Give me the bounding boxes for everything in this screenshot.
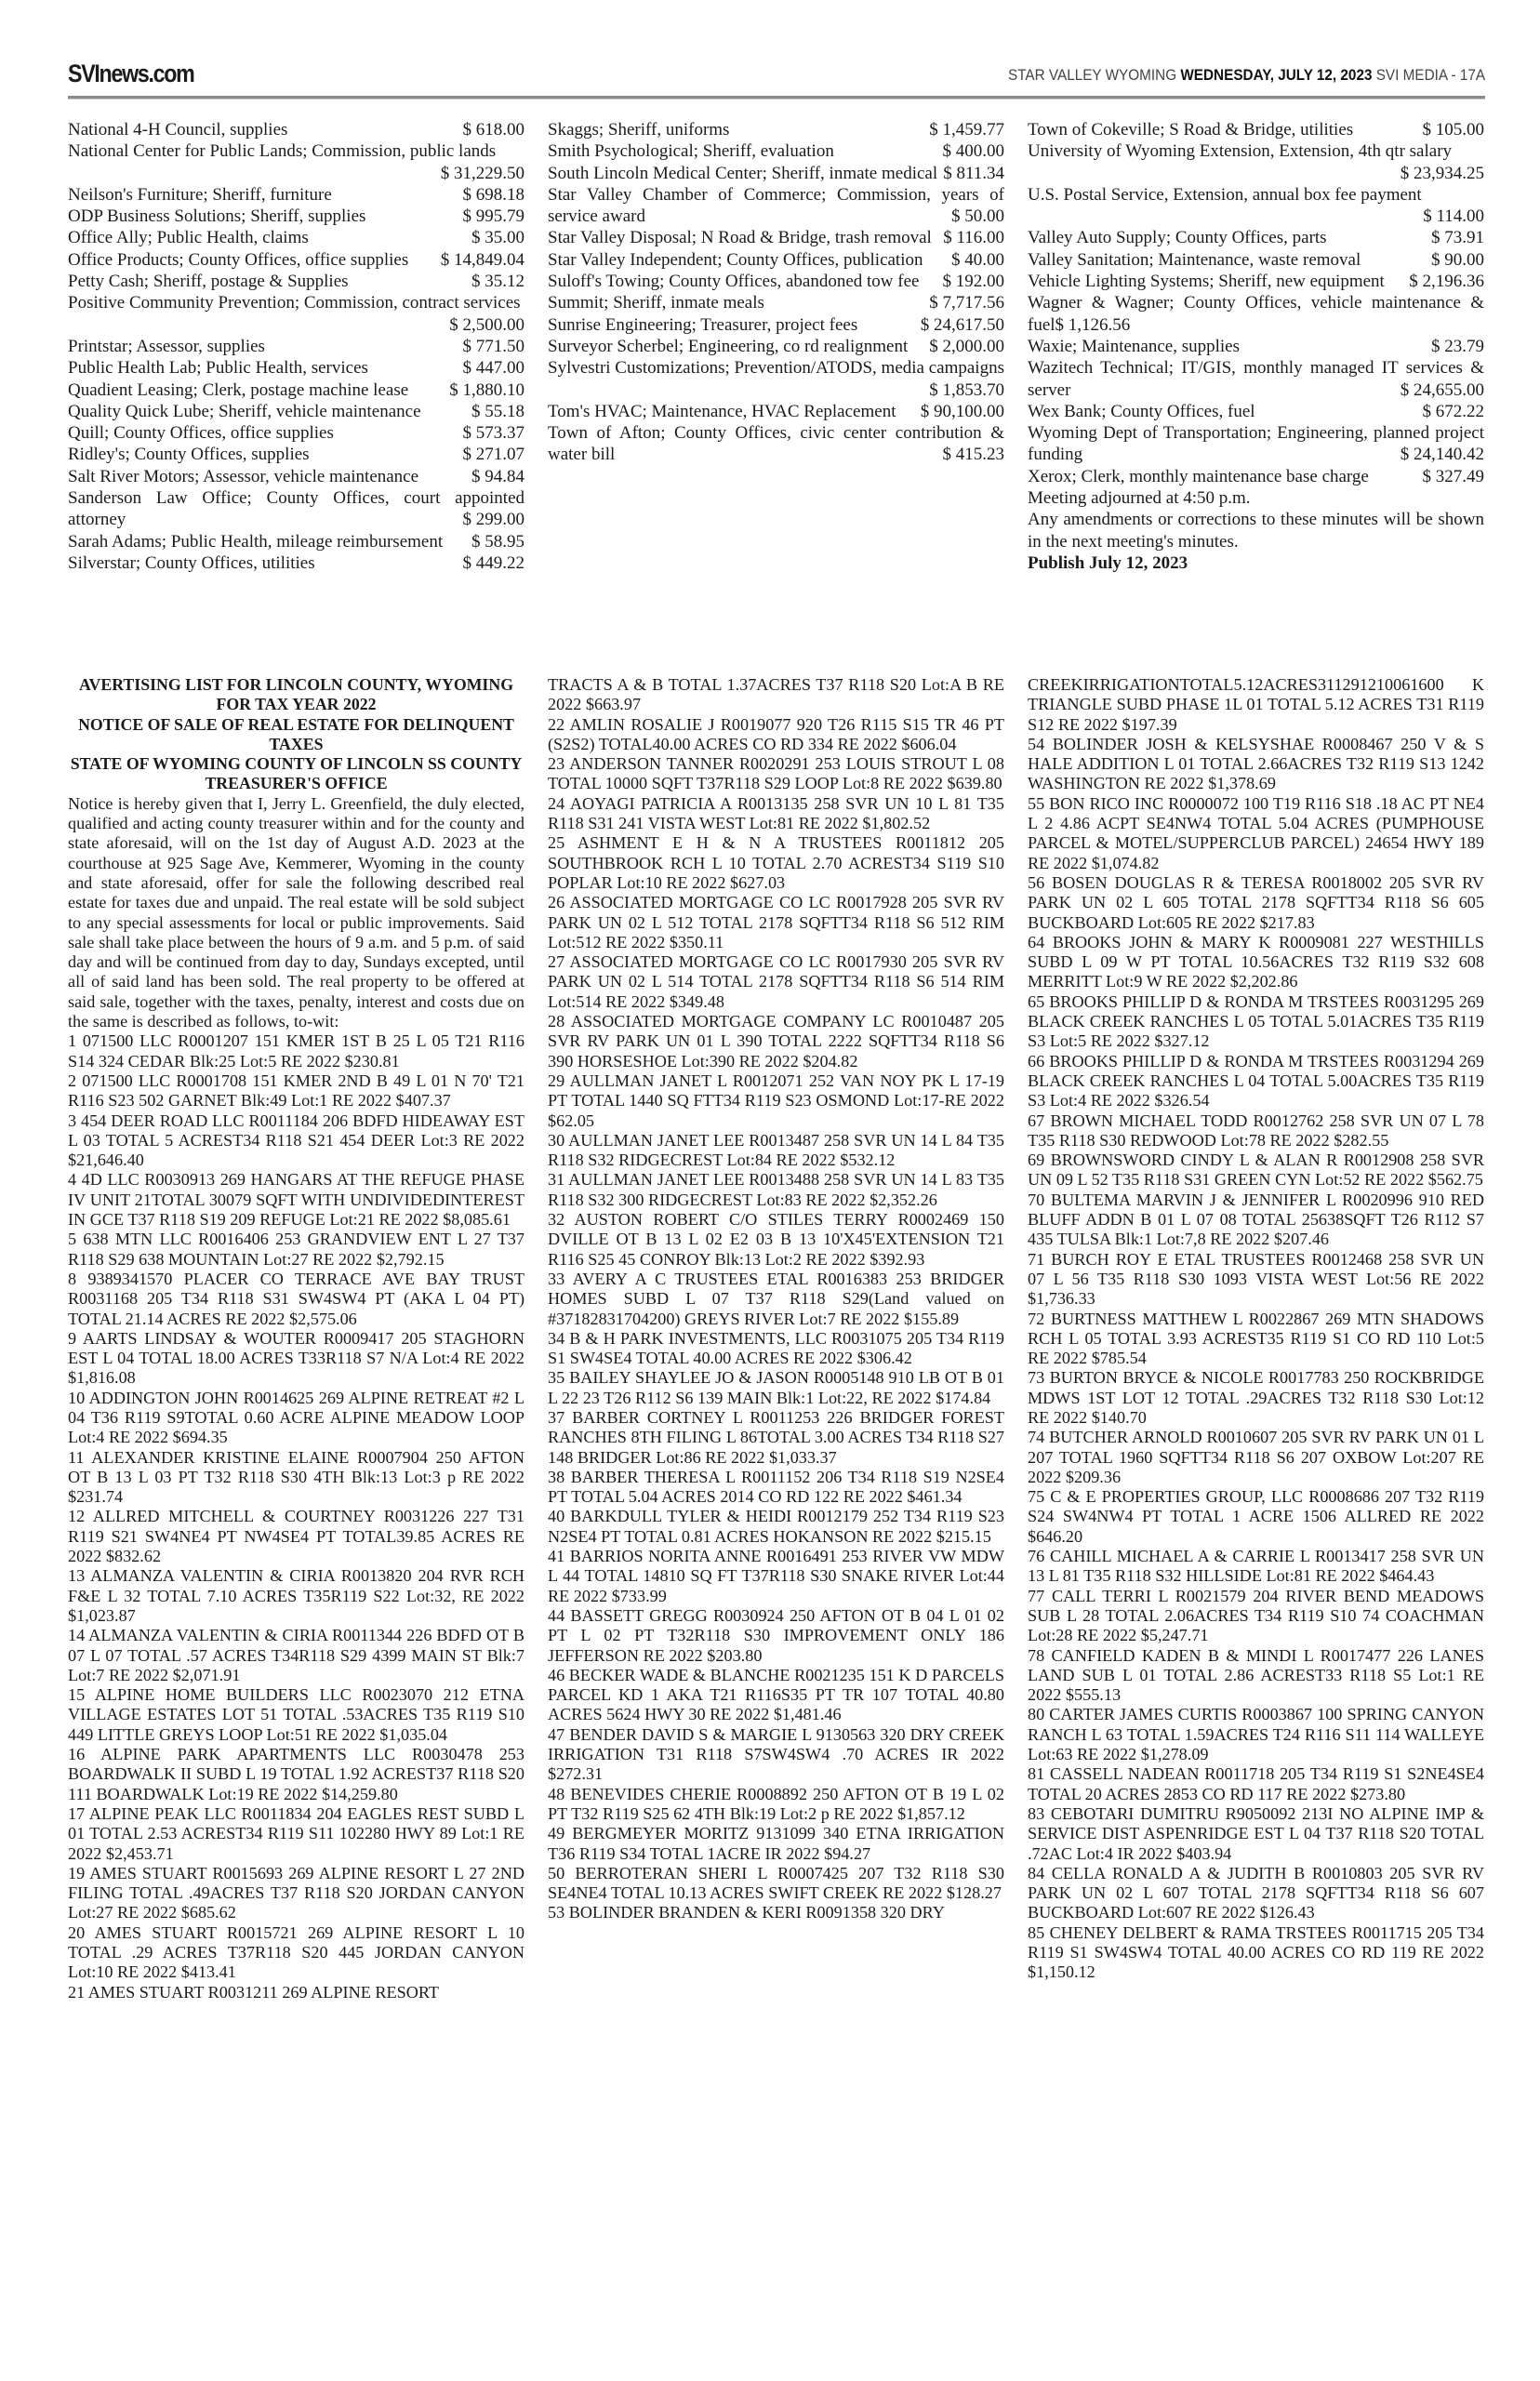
claim-description: Quality Quick Lube; Sheriff, vehicle maintenance: [68, 401, 421, 421]
claim-amount: $ 2,500.00: [449, 314, 524, 335]
claim-description: Ridley's; County Offices, supplies: [68, 445, 310, 465]
claim-amount: $ 90.00: [1431, 249, 1484, 270]
minutes-column: [1028, 119, 1484, 574]
notice-heading: NOTICE OF SALE OF REAL ESTATE FOR DELINQUENT TAXES: [78, 714, 514, 753]
claim-description: Tom's HVAC; Maintenance, HVAC Replacement: [548, 401, 896, 421]
parcel-listing: 11 ALEXANDER KRISTINE ELAINE R0007904 250 AFTON OT B 13 L 03 PT T32 R118 S30 4TH Blk:13 Lot:3 p RE 2022 $231.74: [68, 1447, 524, 1507]
parcel-listing: 5 638 MTN LLC R0016406 253 GRANDVIEW ENT L 27 T37 R118 S29 638 MOUNTAIN Lot:27 RE 2022 $2,792.15: [68, 1230, 524, 1269]
claim-description: Valley Auto Supply; County Offices, parts: [1028, 228, 1327, 248]
claim-entry: [1028, 184, 1484, 228]
claim-entry: [548, 314, 1004, 336]
claim-description: Sylvestri Customizations; Prevention/ATODS, media campaigns: [548, 358, 1004, 379]
claim-description: Neilson's Furniture; Sheriff, furniture: [68, 184, 332, 205]
claim-amount: $ 698.18: [462, 184, 524, 205]
parcel-listing: 72 BURTNESS MATTHEW L R0022867 269 MTN SHADOWS RCH L 05 TOTAL 3.93 ACREST35 R119 S1 CO RD 110 Lot:5 RE 2022 $785.54: [1028, 1309, 1484, 1368]
claim-entry: [68, 249, 524, 271]
claim-amount: $ 1,459.77: [929, 120, 1004, 140]
claim-amount: $ 23.79: [1431, 336, 1484, 356]
parcel-listing: 44 BASSETT GREGG R0030924 250 AFTON OT B 04 L 01 02 PT L 02 PT T32R118 S30 IMPROVEMENT ONLY 186 JEFFERSON RE 2022 $203.80: [548, 1605, 1004, 1665]
parcel-listing: 80 CARTER JAMES CURTIS R0003867 100 SPRING CANYON RANCH L 63 TOTAL 1.59ACRES T24 R116 S11 114 WALLEYE Lot:63 RE 2022 $1,278.09: [1028, 1705, 1484, 1764]
claim-entry: [548, 271, 1004, 292]
claim-amount: $ 35.12: [471, 272, 524, 292]
claim-amount: $ 271.07: [462, 445, 524, 465]
parcel-listing: 85 CHENEY DELBERT & RAMA TRSTEES R0011715 205 T34 R119 S1 SW4SW4 TOTAL 40.00 ACRES CO RD 119 RE 2022 $1,150.12: [1028, 1922, 1484, 1982]
parcel-listing: 81 CASSELL NADEAN R0011718 205 T34 R119 S1 S2NE4SE4 TOTAL 20 ACRES 2853 CO RD 117 RE 2022 $273.80: [1028, 1764, 1484, 1803]
claim-amount: $ 73.91: [1431, 228, 1484, 248]
parcel-listing: 67 BROWN MICHAEL TODD R0012762 258 SVR UN 07 L 78 T35 R118 S30 REDWOOD Lot:78 RE 2022 $282.55: [1028, 1111, 1484, 1150]
claim-amount: $ 14,849.04: [440, 249, 524, 270]
claim-entry: [68, 292, 524, 336]
claim-entry: [1028, 357, 1484, 401]
parcel-listing: 27 ASSOCIATED MORTGAGE CO LC R0017930 205 SVR RV PARK UN 02 L 514 TOTAL 2178 SQFTT34 R118 S6 514 RIM Lot:514 RE 2022 $349.48: [548, 952, 1004, 1011]
claim-description: Star Valley Independent; County Offices, publication: [548, 249, 923, 270]
claim-entry: [548, 249, 1004, 271]
claim-description: Quill; County Offices, office supplies: [68, 423, 334, 444]
claim-entry: [1028, 336, 1484, 357]
parcel-listing: 35 BAILEY SHAYLEE JO & JASON R0005148 910 LB OT B 01 L 22 23 T26 R112 S6 139 MAIN Blk:1 Lot:22, RE 2022 $174.84: [548, 1368, 1004, 1407]
claim-description: ODP Business Solutions; Sheriff, supplies: [68, 206, 366, 227]
claim-entry: [1028, 271, 1484, 292]
claim-description: Wex Bank; County Offices, fuel: [1028, 401, 1255, 421]
minutes-column: [548, 119, 1004, 574]
site-logo[interactable]: SVInews.com: [68, 60, 194, 87]
claim-amount: $ 23,934.25: [1400, 163, 1484, 183]
parcel-listing: 83 CEBOTARI DUMITRU R9050092 213I NO ALPINE IMP & SERVICE DIST ASPENRIDGE EST L 04 T37 R118 S20 TOTAL .72AC Lot:4 IR 2022 $403.94: [1028, 1803, 1484, 1863]
minutes-column: [68, 119, 524, 574]
parcel-listing: 9 AARTS LINDSAY & WOUTER R0009417 205 STAGHORN EST L 04 TOTAL 18.00 ACRES T33R118 S7 N/A Lot:4 RE 2022 $1,816.08: [68, 1328, 524, 1388]
claim-entry: [1028, 119, 1484, 140]
claim-amount: $ 573.37: [462, 423, 524, 444]
claim-description: Waxie; Maintenance, supplies: [1028, 336, 1240, 356]
parcel-listing: 16 ALPINE PARK APARTMENTS LLC R0030478 253 BOARDWALK II SUBD L 19 TOTAL 1.92 ACREST37 R118 S20 111 BOARDWALK Lot:19 RE 2022 $14,259.80: [68, 1745, 524, 1803]
claim-description: Star Valley Chamber of Commerce; Commission, years of service award: [548, 184, 1004, 227]
claim-entry: [68, 487, 524, 531]
claim-amount: $ 50.00: [951, 206, 1004, 227]
parcel-listing: 23 ANDERSON TANNER R0020291 253 LOUIS STROUT L 08 TOTAL 10000 SQFT T37R118 S29 LOOP Lot:8 RE 2022 $639.80: [548, 754, 1004, 793]
parcel-listing: 78 CANFIELD KADEN B & MINDI L R0017477 226 LANES LAND SUB L 01 TOTAL 2.86 ACREST33 R118 S5 Lot:1 RE 2022 $555.13: [1028, 1645, 1484, 1705]
claim-entry: [68, 140, 524, 184]
claim-description: Surveyor Scherbel; Engineering, co rd realignment: [548, 336, 909, 356]
claim-amount: $ 400.00: [942, 141, 1004, 162]
claim-description: South Lincoln Medical Center; Sheriff, inmate medical: [548, 163, 938, 183]
parcel-listing: CREEKIRRIGATIONTOTAL5.12ACRES311291210061600 K TRIANGLE SUBD PHASE 1L 01 TOTAL 5.12 ACRES T31 R119 S12 RE 2022 $197.39: [1028, 675, 1484, 734]
claim-description: Public Health Lab; Public Health, services: [68, 358, 368, 379]
parcel-listing: 48 BENEVIDES CHERIE R0008892 250 AFTON OT B 19 L 02 PT T32 R119 S25 62 4TH Blk:19 Lot:2 p RE 2022 $1,857.12: [548, 1784, 1004, 1823]
parcel-listing: 55 BON RICO INC R0000072 100 T19 R116 S18 .18 AC PT NE4 L 2 4.86 ACPT SE4NW4 TOTAL 5.04 ACRES (PUMPHOUSE PARCEL & MOTEL/SUPPERCLUB PARCEL) 24654 HWY 189 RE 2022 $1,074.82: [1028, 793, 1484, 872]
commission-minutes-claims: [68, 119, 1485, 574]
parcel-listing: 1 071500 LLC R0001207 151 KMER 1ST B 25 L 05 T21 R116 S14 324 CEDAR Blk:25 Lot:5 RE 2022 $230.81: [68, 1031, 524, 1071]
adjourned-note: Meeting adjourned at 4:50 p.m.: [1028, 488, 1251, 509]
claim-amount: $ 105.00: [1422, 120, 1484, 140]
parcel-listing: 71 BURCH ROY E ETAL TRUSTEES R0012468 258 SVR UN 07 L 56 T35 R118 S30 1093 VISTA WEST Lot:56 RE 2022 $1,736.33: [1028, 1249, 1484, 1309]
claim-amount: $ 24,617.50: [920, 314, 1004, 335]
parcel-listing: 40 BARKDULL TYLER & HEIDI R0012179 252 T34 R119 S23 N2SE4 PT TOTAL 0.81 ACRES HOKANSON RE 2022 $215.15: [548, 1507, 1004, 1546]
parcel-listing: 14 ALMANZA VALENTIN & CIRIA R0011344 226 BDFD OT B 07 L 07 TOTAL .57 ACRES T34R118 S29 4399 MAIN ST Blk:7 Lot:7 RE 2022 $2,071.91: [68, 1626, 524, 1684]
claim-entry: [548, 401, 1004, 422]
notice-heading: STATE OF WYOMING COUNTY OF LINCOLN SS COUNTY TREASURER'S OFFICE: [70, 754, 523, 793]
parcel-listing: 65 BROOKS PHILLIP D & RONDA M TRSTEES R0031295 269 BLACK CREEK RANCHES L 05 TOTAL 5.01ACRES T35 R119 S3 Lot:5 RE 2022 $327.12: [1028, 991, 1484, 1051]
claim-entry: [68, 379, 524, 401]
claim-description: Xerox; Clerk, monthly maintenance base charge: [1028, 466, 1369, 486]
claim-description: Printstar; Assessor, supplies: [68, 336, 265, 356]
claim-amount: $ 114.00: [1423, 206, 1484, 227]
claim-description: Petty Cash; Sheriff, postage & Supplies: [68, 272, 349, 292]
claim-amount: $ 449.22: [462, 552, 524, 573]
publish-date: Publish July 12, 2023: [1028, 552, 1188, 573]
claim-description: Star Valley Disposal; N Road & Bridge, trash removal: [548, 228, 932, 248]
claim-entry: [1028, 227, 1484, 248]
claim-entry: [68, 401, 524, 422]
parcel-listing: 70 BULTEMA MARVIN J & JENNIFER L R0020996 910 RED BLUFF ADDN B 01 L 07 08 TOTAL 25638SQFT T26 R112 S7 435 TULSA Blk:1 Lot:7,8 RE 2022 $207.46: [1028, 1190, 1484, 1249]
parcel-listing: 32 AUSTON ROBERT C/O STILES TERRY R0002469 150 DVILLE OT B 13 L 02 E2 03 B 13 10'X45'EXTENSION T21 R116 S25 45 CONROY Blk:13 Lot:2 RE 2022 $392.93: [548, 1210, 1004, 1269]
parcel-listing: 26 ASSOCIATED MORTGAGE CO LC R0017928 205 SVR RV PARK UN 02 L 512 TOTAL 2178 SQFTT34 R118 S6 512 RIM Lot:512 RE 2022 $350.11: [548, 893, 1004, 951]
claim-amount: $ 1,853.70: [929, 379, 1004, 400]
claim-description: Sunrise Engineering; Treasurer, project fees: [548, 314, 858, 335]
parcel-listing: 69 BROWNSWORD CINDY L & ALAN R R0012908 258 SVR UN 09 L 52 T35 R118 S31 GREEN CYN Lot:52 RE 2022 $562.75: [1028, 1151, 1484, 1190]
claim-amount: $ 7,717.56: [929, 293, 1004, 313]
claim-entry: [1028, 292, 1484, 336]
tax-column: [1028, 675, 1484, 2002]
claim-description: Town of Afton; County Offices, civic center contribution & water bill: [548, 423, 1004, 465]
parcel-listing: 20 AMES STUART R0015721 269 ALPINE RESORT L 10 TOTAL .29 ACRES T37R118 S20 445 JORDAN CANYON Lot:10 RE 2022 $413.41: [68, 1922, 524, 1982]
parcel-listing: 53 BOLINDER BRANDEN & KERI R0091358 320 DRY: [548, 1903, 945, 1922]
parcel-listing: 84 CELLA RONALD A & JUDITH B R0010803 205 SVR RV PARK UN 02 L 607 TOTAL 2178 SQFTT34 R118 S6 607 BUCKBOARD Lot:607 RE 2022 $126.43: [1028, 1863, 1484, 1922]
claim-amount: $ 771.50: [462, 336, 524, 356]
claim-entry: [548, 422, 1004, 466]
claim-description: Salt River Motors; Assessor, vehicle maintenance: [68, 466, 419, 486]
parcel-listing: 25 ASHMENT E H & N A TRUSTEES R0011812 205 SOUTHBROOK RCH L 10 TOTAL 2.70 ACREST34 S119 S10 POPLAR Lot:10 RE 2022 $627.03: [548, 833, 1004, 892]
claim-entry: [1028, 422, 1484, 466]
claim-amount: $ 58.95: [471, 531, 524, 552]
parcel-listing: 4 4D LLC R0030913 269 HANGARS AT THE REFUGE PHASE IV UNIT 21TOTAL 30079 SQFT WITH UNDIVIDEDINTEREST IN GCE T37 R118 S19 209 REFUGE Lot:21 RE 2022 $8,085.61: [68, 1170, 524, 1230]
page-section: SVI MEDIA - 17A: [1375, 66, 1485, 84]
parcel-listing: 30 AULLMAN JANET LEE R0013487 258 SVR UN 14 L 84 T35 R118 S32 RIDGECREST Lot:84 RE 2022 $532.12: [548, 1130, 1004, 1170]
parcel-listing: TRACTS A & B TOTAL 1.37ACRES T37 R118 S20 Lot:A B RE 2022 $663.97: [548, 675, 1004, 714]
claim-entry: [68, 444, 524, 465]
parcel-listing: 74 BUTCHER ARNOLD R0010607 205 SVR RV PARK UN 01 L 207 TOTAL 1960 SQFTT34 R118 S6 207 OXBOW Lot:207 RE 2022 $209.36: [1028, 1428, 1484, 1486]
claim-description: Office Products; County Offices, office supplies: [68, 249, 409, 270]
parcel-listing: 13 ALMANZA VALENTIN & CIRIA R0013820 204 RVR RCH F&E L 32 TOTAL 7.10 ACRES T35R119 S22 Lot:32, RE 2022 $1,023.87: [68, 1566, 524, 1625]
claim-description: Summit; Sheriff, inmate meals: [548, 293, 764, 313]
parcel-listing: 37 BARBER CORTNEY L R0011253 226 BRIDGER FOREST RANCHES 8TH FILING L 86TOTAL 3.00 ACRES T34 R118 S27 148 BRIDGER Lot:86 RE 2022 $1,033.37: [548, 1407, 1004, 1467]
claim-entry: [68, 227, 524, 248]
location: STAR VALLEY WYOMING: [1007, 66, 1177, 84]
claim-amount: $ 1,880.10: [449, 379, 524, 400]
claim-amount: $ 31,229.50: [440, 163, 524, 183]
parcel-listing: 38 BARBER THERESA L R0011152 206 T34 R118 S19 N2SE4 PT TOTAL 5.04 ACRES 2014 CO RD 122 RE 2022 $461.34: [548, 1467, 1004, 1507]
claim-amount: $ 2,000.00: [929, 336, 1004, 356]
claim-description: National Center for Public Lands; Commission, public lands: [68, 141, 497, 162]
claim-entry: [548, 140, 1004, 162]
claim-amount: $ 35.00: [471, 228, 524, 248]
claim-amount: $ 94.84: [471, 466, 524, 486]
claim-entry: [68, 552, 524, 574]
claim-description: University of Wyoming Extension, Extension, 4th qtr salary: [1028, 141, 1453, 162]
parcel-listing: 31 AULLMAN JANET LEE R0013488 258 SVR UN 14 L 83 T35 R118 S32 300 RIDGECREST Lot:83 RE 2022 $2,352.26: [548, 1170, 1004, 1209]
parcel-listing: 12 ALLRED MITCHELL & COURTNEY R0031226 227 T31 R119 S21 SW4NE4 PT NW4SE4 PT TOTAL39.85 ACRES RE 2022 $832.62: [68, 1507, 524, 1566]
parcel-listing: 49 BERGMEYER MORITZ 9131099 340 ETNA IRRIGATION T36 R119 S34 TOTAL 1ACRE IR 2022 $94.27: [548, 1824, 1004, 1863]
parcel-listing: 17 ALPINE PEAK LLC R0011834 204 EAGLES REST SUBD L 01 TOTAL 2.53 ACREST34 R119 S11 102280 HWY 89 Lot:1 RE 2022 $2,453.71: [68, 1803, 524, 1863]
claim-amount: $ 192.00: [942, 272, 1004, 292]
parcel-listing: 56 BOSEN DOUGLAS R & TERESA R0018002 205 SVR RV PARK UN 02 L 605 TOTAL 2178 SQFTT34 R118 S6 605 BUCKBOARD Lot:605 RE 2022 $217.83: [1028, 872, 1484, 932]
delinquent-tax-notice: [68, 675, 1485, 2002]
parcel-listing: 46 BECKER WADE & BLANCHE R0021235 151 K D PARCELS PARCEL KD 1 AKA T21 R116S35 PT TR 107 TOTAL 40.80 ACRES 5624 HWY 30 RE 2022 $1,481.46: [548, 1665, 1004, 1724]
claim-entry: [1028, 401, 1484, 422]
claim-description: Valley Sanitation; Maintenance, waste removal: [1028, 249, 1361, 270]
claim-entry: [68, 531, 524, 552]
claim-description: Office Ally; Public Health, claims: [68, 228, 309, 248]
issue-date: WEDNESDAY, JULY 12, 2023: [1180, 66, 1373, 84]
claim-amount: $ 40.00: [951, 249, 1004, 270]
claim-amount: $ 618.00: [462, 120, 524, 140]
claim-entry: [548, 336, 1004, 357]
claim-description: Wagner & Wagner; County Offices, vehicle maintenance & fuel$ 1,126.56: [1028, 293, 1484, 335]
claim-description: Quadient Leasing; Clerk, postage machine lease: [68, 379, 409, 400]
claim-entry: [548, 184, 1004, 228]
parcel-listing: 47 BENDER DAVID S & MARGIE L 9130563 320 DRY CREEK IRRIGATION T31 R118 S7SW4SW4 .70 ACRES IR 2022 $272.31: [548, 1724, 1004, 1784]
claim-amount: $ 24,140.42: [1400, 445, 1484, 465]
claim-amount: $ 299.00: [462, 510, 524, 530]
parcel-listing: 66 BROOKS PHILLIP D & RONDA M TRSTEES R0031294 269 BLACK CREEK RANCHES L 04 TOTAL 5.00ACRES T35 R119 S3 Lot:4 RE 2022 $326.54: [1028, 1051, 1484, 1111]
claim-amount: $ 2,196.36: [1409, 272, 1484, 292]
parcel-listing: 29 AULLMAN JANET L R0012071 252 VAN NOY PK L 17-19 PT TOTAL 1440 SQ FTT34 R119 S23 OSMOND Lot:17-RE 2022 $62.05: [548, 1071, 1004, 1130]
dateline: [1008, 66, 1485, 85]
claim-amount: $ 672.22: [1422, 401, 1484, 421]
claim-amount: $ 995.79: [462, 206, 524, 227]
parcel-listing: 77 CALL TERRI L R0021579 204 RIVER BEND MEADOWS SUB L 28 TOTAL 2.06ACRES T34 R119 S10 74 COACHMAN Lot:28 RE 2022 $5,247.71: [1028, 1586, 1484, 1645]
claim-entry: [548, 227, 1004, 248]
parcel-listing: 24 AOYAGI PATRICIA A R0013135 258 SVR UN 10 L 81 T35 R118 S31 241 VISTA WEST Lot:81 RE 2022 $1,802.52: [548, 793, 1004, 833]
claim-entry: [68, 336, 524, 357]
parcel-listing: 54 BOLINDER JOSH & KELSYSHAE R0008467 250 V & S HALE ADDITION L 01 TOTAL 2.66ACRES T32 R119 S13 1242 WASHINGTON RE 2022 $1,378.69: [1028, 734, 1484, 793]
claim-entry: [68, 184, 524, 206]
claim-entry: [68, 466, 524, 487]
parcel-listing: 34 B & H PARK INVESTMENTS, LLC R0031075 205 T34 R119 S1 SW4SE4 TOTAL 40.00 ACRES RE 2022 $306.42: [548, 1328, 1004, 1368]
claim-amount: $ 55.18: [471, 401, 524, 421]
parcel-listing: 8 9389341570 PLACER CO TERRACE AVE BAY TRUST R0031168 205 T34 R118 S31 SW4SW4 PT (AKA L 04 PT) TOTAL 21.14 ACRES RE 2022 $2,575.06: [68, 1269, 524, 1328]
claim-entry: [548, 119, 1004, 140]
claim-entry: [1028, 249, 1484, 271]
claim-entry: [68, 119, 524, 140]
claim-description: Sarah Adams; Public Health, mileage reimbursement: [68, 531, 444, 552]
claim-entry: [68, 206, 524, 227]
parcel-listing: 3 454 DEER ROAD LLC R0011184 206 BDFD HIDEAWAY EST L 03 TOTAL 5 ACREST34 R118 S21 454 DEER Lot:3 RE 2022 $21,646.40: [68, 1111, 524, 1170]
parcel-listing: 22 AMLIN ROSALIE J R0019077 920 T26 R115 S15 TR 46 PT (S2S2) TOTAL40.00 ACRES CO RD 334 RE 2022 $606.04: [548, 714, 1004, 753]
claim-amount: $ 90,100.00: [920, 401, 1004, 421]
claim-amount: $ 811.34: [943, 163, 1004, 183]
claim-description: Positive Community Prevention; Commission, contract services: [68, 293, 521, 313]
tax-column: [548, 675, 1004, 2002]
parcel-listing: 75 C & E PROPERTIES GROUP, LLC R0008686 207 T32 R119 S24 SW4NW4 PT TOTAL 1 ACRE 1506 ALLRED RE 2022 $646.20: [1028, 1487, 1484, 1546]
claim-entry: [1028, 466, 1484, 487]
claim-amount: $ 447.00: [462, 358, 524, 379]
header-divider: [68, 96, 1485, 100]
claim-entry: [548, 357, 1004, 401]
parcel-listing: 21 AMES STUART R0031211 269 ALPINE RESORT: [68, 1982, 439, 2002]
claim-entry: [68, 271, 524, 292]
claim-description: U.S. Postal Service, Extension, annual box fee payment: [1028, 184, 1422, 205]
claim-description: Sanderson Law Office; County Offices, court appointed attorney: [68, 488, 524, 530]
tax-column: [68, 675, 524, 2002]
claim-description: Town of Cokeville; S Road & Bridge, utilities: [1028, 120, 1354, 140]
parcel-listing: 64 BROOKS JOHN & MARY K R0009081 227 WESTHILLS SUBD L 09 W PT TOTAL 10.56ACRES T32 R119 S32 608 MERRITT Lot:9 W RE 2022 $2,202.86: [1028, 932, 1484, 991]
claim-entry: [548, 163, 1004, 184]
claim-amount: $ 116.00: [943, 228, 1004, 248]
parcel-listing: 10 ADDINGTON JOHN R0014625 269 ALPINE RETREAT #2 L 04 T36 R119 S9TOTAL 0.60 ACRE ALPINE MEADOW LOOP Lot:4 RE 2022 $694.35: [68, 1388, 524, 1447]
claim-description: Wazitech Technical; IT/GIS, monthly managed IT services & server: [1028, 358, 1484, 400]
claim-description: Smith Psychological; Sheriff, evaluation: [548, 141, 834, 162]
claim-amount: $ 415.23: [942, 445, 1004, 465]
claim-description: Wyoming Dept of Transportation; Engineering, planned project funding: [1028, 423, 1484, 465]
parcel-listing: 73 BURTON BRYCE & NICOLE R0017783 250 ROCKBRIDGE MDWS 1ST LOT 12 TOTAL .29ACRES T32 R118 S30 Lot:12 RE 2022 $140.70: [1028, 1368, 1484, 1427]
parcel-listing: 28 ASSOCIATED MORTGAGE COMPANY LC R0010487 205 SVR RV PARK UN 01 L 390 TOTAL 2222 SQFTT34 R118 S6 390 HORSESHOE Lot:390 RE 2022 $204.82: [548, 1012, 1004, 1071]
parcel-listing: 19 AMES STUART R0015693 269 ALPINE RESORT L 27 2ND FILING TOTAL .49ACRES T37 R118 S20 JORDAN CANYON Lot:27 RE 2022 $685.62: [68, 1863, 524, 1922]
notice-intro: Notice is hereby given that I, Jerry L. Greenfield, the duly elected, qualified and acting county treasurer within and for the county and state aforesaid, will on the 1st day of August A.D. 2023 at the courthouse at 925 Sage Ave, Kemmerer, Wyoming in the county and state aforesaid, offer for sale the following described real estate for taxes due and unpaid. The real estate will be sold subject to any special assessments for local or public improvements. Said sale shall take place between the hours of 9 a.m. and 5 p.m. of said day and will be continued from day to day, Sundays excepted, until all of said land has been sold. The real property to be offered at said sale, together with the taxes, penalty, interest and costs due on the same is described as follows, to-wit:: [68, 793, 524, 1031]
claim-description: National 4-H Council, supplies: [68, 120, 288, 140]
masthead: [68, 58, 1485, 95]
claim-entry: [548, 292, 1004, 313]
claim-description: Suloff's Towing; County Offices, abandoned tow fee: [548, 272, 920, 292]
claim-amount: $ 327.49: [1422, 466, 1484, 486]
claim-entry: [1028, 140, 1484, 184]
claim-amount: $ 24,655.00: [1400, 379, 1484, 400]
parcel-listing: 50 BERROTERAN SHERI L R0007425 207 T32 R118 S30 SE4NE4 TOTAL 10.13 ACRES SWIFT CREEK RE 2022 $128.27: [548, 1863, 1004, 1903]
notice-heading: AVERTISING LIST FOR LINCOLN COUNTY, WYOMING FOR TAX YEAR 2022: [78, 675, 514, 714]
parcel-listing: 41 BARRIOS NORITA ANNE R0016491 253 RIVER VW MDW L 44 TOTAL 14810 SQ FT T37R118 S30 SNAKE RIVER Lot:44 RE 2022 $733.99: [548, 1547, 1004, 1605]
parcel-listing: 76 CAHILL MICHAEL A & CARRIE L R0013417 258 SVR UN 13 L 81 T35 R118 S32 HILLSIDE Lot:81 RE 2022 $464.43: [1028, 1547, 1484, 1586]
claim-description: Skaggs; Sheriff, uniforms: [548, 120, 730, 140]
amendments-note: Any amendments or corrections to these minutes will be shown in the next meeting's minutes.: [1028, 510, 1484, 552]
claim-description: Silverstar; County Offices, utilities: [68, 552, 315, 573]
parcel-listing: 2 071500 LLC R0001708 151 KMER 2ND B 49 L 01 N 70' T21 R116 S23 502 GARNET Blk:49 Lot:1 RE 2022 $407.37: [68, 1071, 524, 1111]
parcel-listing: 15 ALPINE HOME BUILDERS LLC R0023070 212 ETNA VILLAGE ESTATES LOT 51 TOTAL .53ACRES T35 R119 S10 449 LITTLE GREYS LOOP Lot:51 RE 2022 $1,035.04: [68, 1685, 524, 1744]
claim-entry: [68, 357, 524, 379]
claim-description: Vehicle Lighting Systems; Sheriff, new equipment: [1028, 272, 1385, 292]
claim-entry: [68, 422, 524, 444]
parcel-listing: 33 AVERY A C TRUSTEES ETAL R0016383 253 BRIDGER HOMES SUBD L 07 T37 R118 S29(Land valued on #37182831704200) GREYS RIVER Lot:7 RE 2022 $155.89: [548, 1269, 1004, 1328]
